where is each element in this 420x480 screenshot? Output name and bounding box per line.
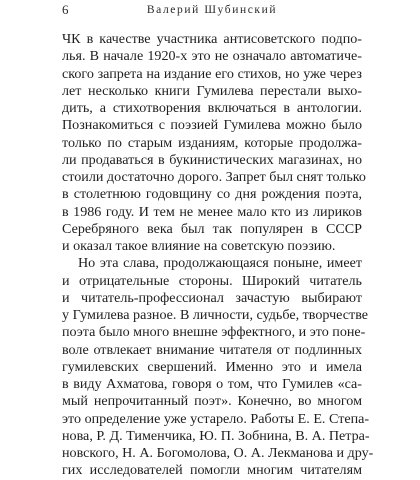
paragraph-2 bbox=[62, 255, 374, 479]
text-line: лья. В начале 1920-х это не означало автоматиче- bbox=[62, 48, 362, 65]
text-line: ли продаваться в букинистических магазинах, но bbox=[62, 151, 362, 168]
text-line: воле отвлекает внимание читателя от подлинных bbox=[62, 341, 362, 358]
text-line: мый непрочитанный поэт». Конечно, во многом bbox=[62, 393, 362, 410]
text-line: и оказал такое влияние на советскую поэзию. bbox=[62, 238, 336, 254]
page-number: 6 bbox=[62, 2, 69, 17]
text-line: поэта было много внешне эффектного, и это поне- bbox=[62, 324, 366, 341]
body-text bbox=[62, 31, 374, 480]
text-line: и читатель-профессионал зачастую выбирают bbox=[62, 289, 362, 306]
text-line: и отрицательные стороны. Широкий читатель bbox=[62, 272, 362, 289]
text-line: новского, Н. А. Богомолова, О. А. Лекманова и дру- bbox=[62, 445, 374, 461]
text-line: в виду Ахматова, говоря о том, что Гумилев «са- bbox=[62, 376, 362, 392]
paragraph-1 bbox=[62, 31, 366, 255]
text-line: в столетнюю годовщину со дня рождения поэта, bbox=[62, 186, 362, 203]
text-line: ЧК в качестве участника антисоветского подпо- bbox=[62, 31, 362, 47]
running-head-author: Валерий Шубинский bbox=[146, 4, 278, 16]
text-line: у Гумилева разное. В личности, судьбе, творчестве bbox=[62, 307, 369, 323]
text-line: ского запрета на издание его стихов, но уже через bbox=[62, 65, 362, 82]
text-line: нова, Р. Д. Тименчика, Ю. П. Зобнина, В. А. Петра- bbox=[62, 427, 370, 444]
text-line: только по старым изданиям, которые продолжа- bbox=[62, 134, 362, 151]
text-line: Но эта слава, продолжающаяся поныне, имеет bbox=[78, 255, 362, 272]
text-line: это определение уже устарело. Работы Е. Е. Степа- bbox=[62, 410, 370, 427]
text-line: Серебряного века был так популярен в СССР bbox=[62, 220, 362, 237]
text-line: лет несколько книги Гумилева перестали выхо- bbox=[62, 82, 362, 99]
text-line: стоили достаточно дорого. Запрет был снят только bbox=[62, 169, 366, 185]
text-line: гих исследователей помогли многим читателям bbox=[62, 462, 362, 479]
text-line: дить, а стихотворения включаться в антологии. bbox=[62, 100, 362, 116]
text-line: Познакомиться с поэзией Гумилева можно было bbox=[62, 117, 362, 134]
text-line: в 1986 году. И тем не менее мало кто из лириков bbox=[62, 203, 362, 220]
text-line: гумилевских свершений. Именно это и имела bbox=[62, 358, 362, 375]
